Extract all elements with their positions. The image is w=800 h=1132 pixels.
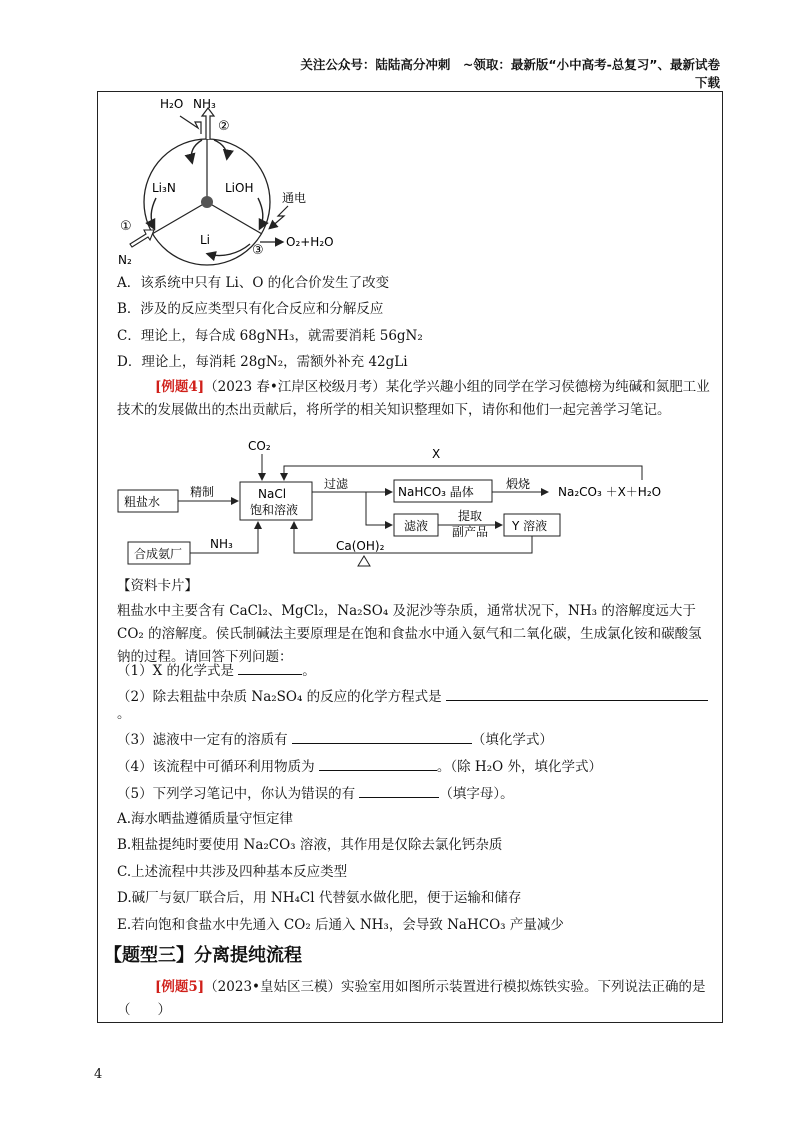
product-label: Na₂CO₃ ＋X＋H₂O xyxy=(558,485,662,499)
q3-answer-blank[interactable] xyxy=(292,729,472,744)
q4-text: （4）该流程中可循环利用物质为 xyxy=(117,759,315,775)
x-label: X xyxy=(432,447,441,461)
cycle-diagram xyxy=(110,94,370,269)
example4-text: （2023 春•江岸区校级月考）某化学兴趣小组的同学在学习侯德榜为纯碱和氮肥工业技术的发展做出的杰出贡献后，将所学的相关知识整理如下，请你和他们一起完善学习笔记。 xyxy=(117,379,710,418)
example4-tag: [例题4] xyxy=(155,379,205,395)
extract-label-1: 提取 xyxy=(458,509,483,523)
example5-intro xyxy=(117,976,715,1022)
option-d: D．理论上，每消耗 28gN₂，需额外补充 42gLi xyxy=(117,354,408,370)
option-c: C．理论上，每合成 68gNH₃，就需要消耗 56gN₂ xyxy=(117,328,423,344)
divider-line xyxy=(152,202,207,234)
li-label: Li xyxy=(200,233,211,247)
cycle-arrow xyxy=(151,198,156,228)
q5-answer-blank[interactable] xyxy=(359,783,439,798)
option-5e: E.若向饱和食盐水中先通入 CO₂ 后通入 NH₃，会导致 NaHCO₃ 产量减少 xyxy=(117,917,564,933)
option-5d: D.碱厂与氨厂联合后，用 NH₄Cl 代替氨水做化肥，便于运输和储存 xyxy=(117,890,522,906)
electricity-arrow xyxy=(270,206,288,228)
option-a: A．该系统中只有 Li、O 的化合价发生了改变 xyxy=(117,275,390,291)
page-header: 关注公众号：陆陆高分冲刺 ~领取：最新版“小中高考-总复习”、最新试卷下载 xyxy=(300,57,720,90)
filtrate-label: 滤液 xyxy=(404,519,429,533)
example5-tag: [例题5] xyxy=(155,979,205,995)
example5-text: （2023•皇姑区三模）实验室用如图所示装置进行模拟炼铁实验。下列说法正确的是（ ） xyxy=(117,979,706,1018)
nh3-label: NH₃ xyxy=(193,97,216,111)
filtrate-arrow xyxy=(366,492,392,525)
card-title: 【资料卡片】 xyxy=(117,578,198,594)
n2-inlet-arrow xyxy=(130,230,154,247)
question-4 xyxy=(117,756,602,777)
option-b: B．涉及的反应类型只有化合反应和分解反应 xyxy=(117,301,384,317)
lioh-label: LiOH xyxy=(225,181,254,195)
q1-text: （1）X 的化学式是 xyxy=(117,663,234,679)
option-5b: B.粗盐提纯时要使用 Na₂CO₃ 溶液，其作用是仅除去氯化钙杂质 xyxy=(117,837,503,853)
question-3 xyxy=(117,729,553,750)
li3n-label: Li₃N xyxy=(152,181,176,195)
q2-end: 。 xyxy=(117,706,131,722)
q5-text: （5）下列学习笔记中，你认为错误的有 xyxy=(117,786,356,802)
cycle-arrow xyxy=(258,198,263,228)
n2-label: N₂ xyxy=(118,253,132,267)
refine-label: 精制 xyxy=(190,485,215,499)
caoh2-label: Ca(OH)₂ xyxy=(336,539,385,553)
q3-end: （填化学式） xyxy=(471,732,553,748)
option-5a: A.海水晒盐遵循质量守恒定律 xyxy=(117,811,294,827)
filter-label: 过滤 xyxy=(324,477,349,491)
center-dot xyxy=(201,196,213,208)
question-1 xyxy=(117,660,316,681)
nacl-label-2: 饱和溶液 xyxy=(250,503,299,517)
q4-answer-blank[interactable] xyxy=(319,756,437,771)
question-2 xyxy=(117,686,708,707)
q4-end: 。（除 H₂O 外，填化学式） xyxy=(436,759,602,775)
divider-line xyxy=(207,202,262,234)
heat-triangle xyxy=(358,556,370,566)
products-label: O₂+H₂O xyxy=(286,235,334,249)
q5-end: （填字母）。 xyxy=(439,786,514,802)
ammonia-plant-label: 合成氨厂 xyxy=(134,547,183,561)
cycle-arrow xyxy=(214,140,227,158)
nahco3-label: NaHCO₃ 晶体 xyxy=(398,485,474,499)
q2-text: （2）除去粗盐中杂质 Na₂SO₄ 的反应的化学方程式是 xyxy=(117,689,442,705)
y-solution-label: Y 溶液 xyxy=(512,519,548,533)
nh3-flow-label: NH₃ xyxy=(210,537,233,551)
option-5c: C.上述流程中共涉及四种基本反应类型 xyxy=(117,864,348,880)
q1-end: 。 xyxy=(302,663,316,679)
example4-intro xyxy=(117,376,715,422)
q1-answer-blank[interactable] xyxy=(238,660,302,675)
h2o-inlet-arrow xyxy=(180,116,201,134)
extract-label-2: 副产品 xyxy=(452,525,489,539)
h2o-label: H₂O xyxy=(160,97,184,111)
crude-brine-label: 粗盐水 xyxy=(124,495,161,509)
co2-label: CO₂ xyxy=(248,439,271,453)
step-3-label: ③ xyxy=(252,243,264,258)
power-label: 通电 xyxy=(282,191,307,205)
q2-answer-blank[interactable] xyxy=(446,686,708,701)
step-1-label: ① xyxy=(120,219,132,234)
cycle-arrow xyxy=(191,140,202,162)
page-number: 4 xyxy=(94,1067,103,1082)
step-2-label: ② xyxy=(218,119,230,134)
section-heading: 【题型三】分离提纯流程 xyxy=(104,945,302,966)
question-5 xyxy=(117,783,514,804)
q3-text: （3）滤液中一定有的溶质有 xyxy=(117,732,288,748)
nh3-outlet-arrow xyxy=(202,108,214,139)
card-text: 粗盐水中主要含有 CaCl₂、MgCl₂，Na₂SO₄ 及泥沙等杂质，通常状况下，NH₃ 的溶解度远大于 CO₂ 的溶解度。侯氏制碱法主要原理是在饱和食盐水中通入氨气和二氧化碳，生成氯化铵和碳酸氢钠的过程。请回答下列问题： xyxy=(117,603,702,665)
calcine-label: 煅烧 xyxy=(506,477,531,491)
nacl-label-1: NaCl xyxy=(258,487,287,501)
flow-diagram xyxy=(112,436,712,572)
